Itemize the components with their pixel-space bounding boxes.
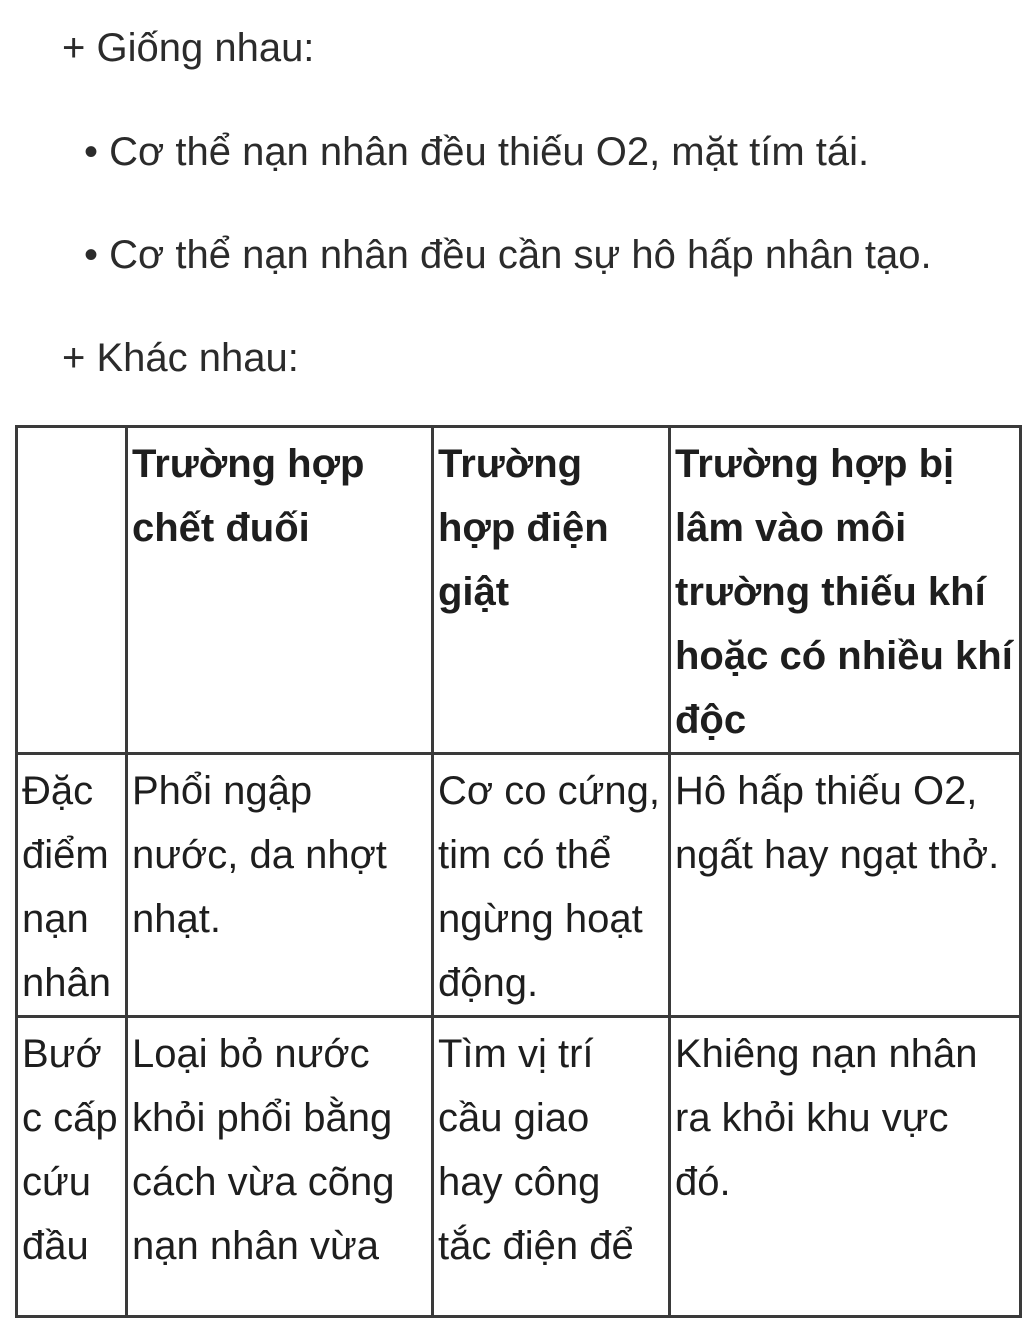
cell-electric-characteristics: Cơ co cứng, tim có thể ngừng hoạt động.: [433, 754, 670, 1017]
table-row: [17, 754, 1021, 1017]
header-electric-shock: Trường hợp điện giật: [433, 427, 670, 754]
cell-toxic-gas-characteristics: Hô hấp thiếu O2, ngất hay ngạt thở.: [670, 754, 1021, 1017]
similarity-bullet-1: • Cơ thể nạn nhân đều thiếu O2, mặt tím tái.: [84, 130, 870, 174]
header-drowning: Trường hợp chết đuối: [127, 427, 433, 754]
similarities-heading: + Giống nhau:: [62, 26, 315, 70]
header-toxic-gas: Trường hợp bị lâm vào môi trường thiếu khí hoặc có nhiều khí độc: [670, 427, 1021, 754]
cell-electric-first-aid: Tìm vị trí cầu giao hay công tắc điện để: [433, 1017, 670, 1317]
row-label-victim-characteristics: Đặc điểm nạn nhân: [17, 754, 127, 1017]
differences-heading: + Khác nhau:: [62, 336, 299, 380]
row-label-first-aid-step: Bước cấp cứu đầu: [17, 1017, 127, 1317]
similarity-bullet-2: • Cơ thể nạn nhân đều cần sự hô hấp nhân tạo.: [84, 233, 932, 277]
table-row: [17, 1017, 1021, 1317]
cell-drowning-first-aid: Loại bỏ nước khỏi phổi bằng cách vừa cõng nạn nhân vừa: [127, 1017, 433, 1317]
comparison-table: [15, 425, 1022, 1318]
cell-drowning-characteristics: Phổi ngập nước, da nhợt nhạt.: [127, 754, 433, 1017]
table-header-row: [17, 427, 1021, 754]
cell-toxic-gas-first-aid: Khiêng nạn nhân ra khỏi khu vực đó.: [670, 1017, 1021, 1317]
header-corner-cell: [17, 427, 127, 754]
